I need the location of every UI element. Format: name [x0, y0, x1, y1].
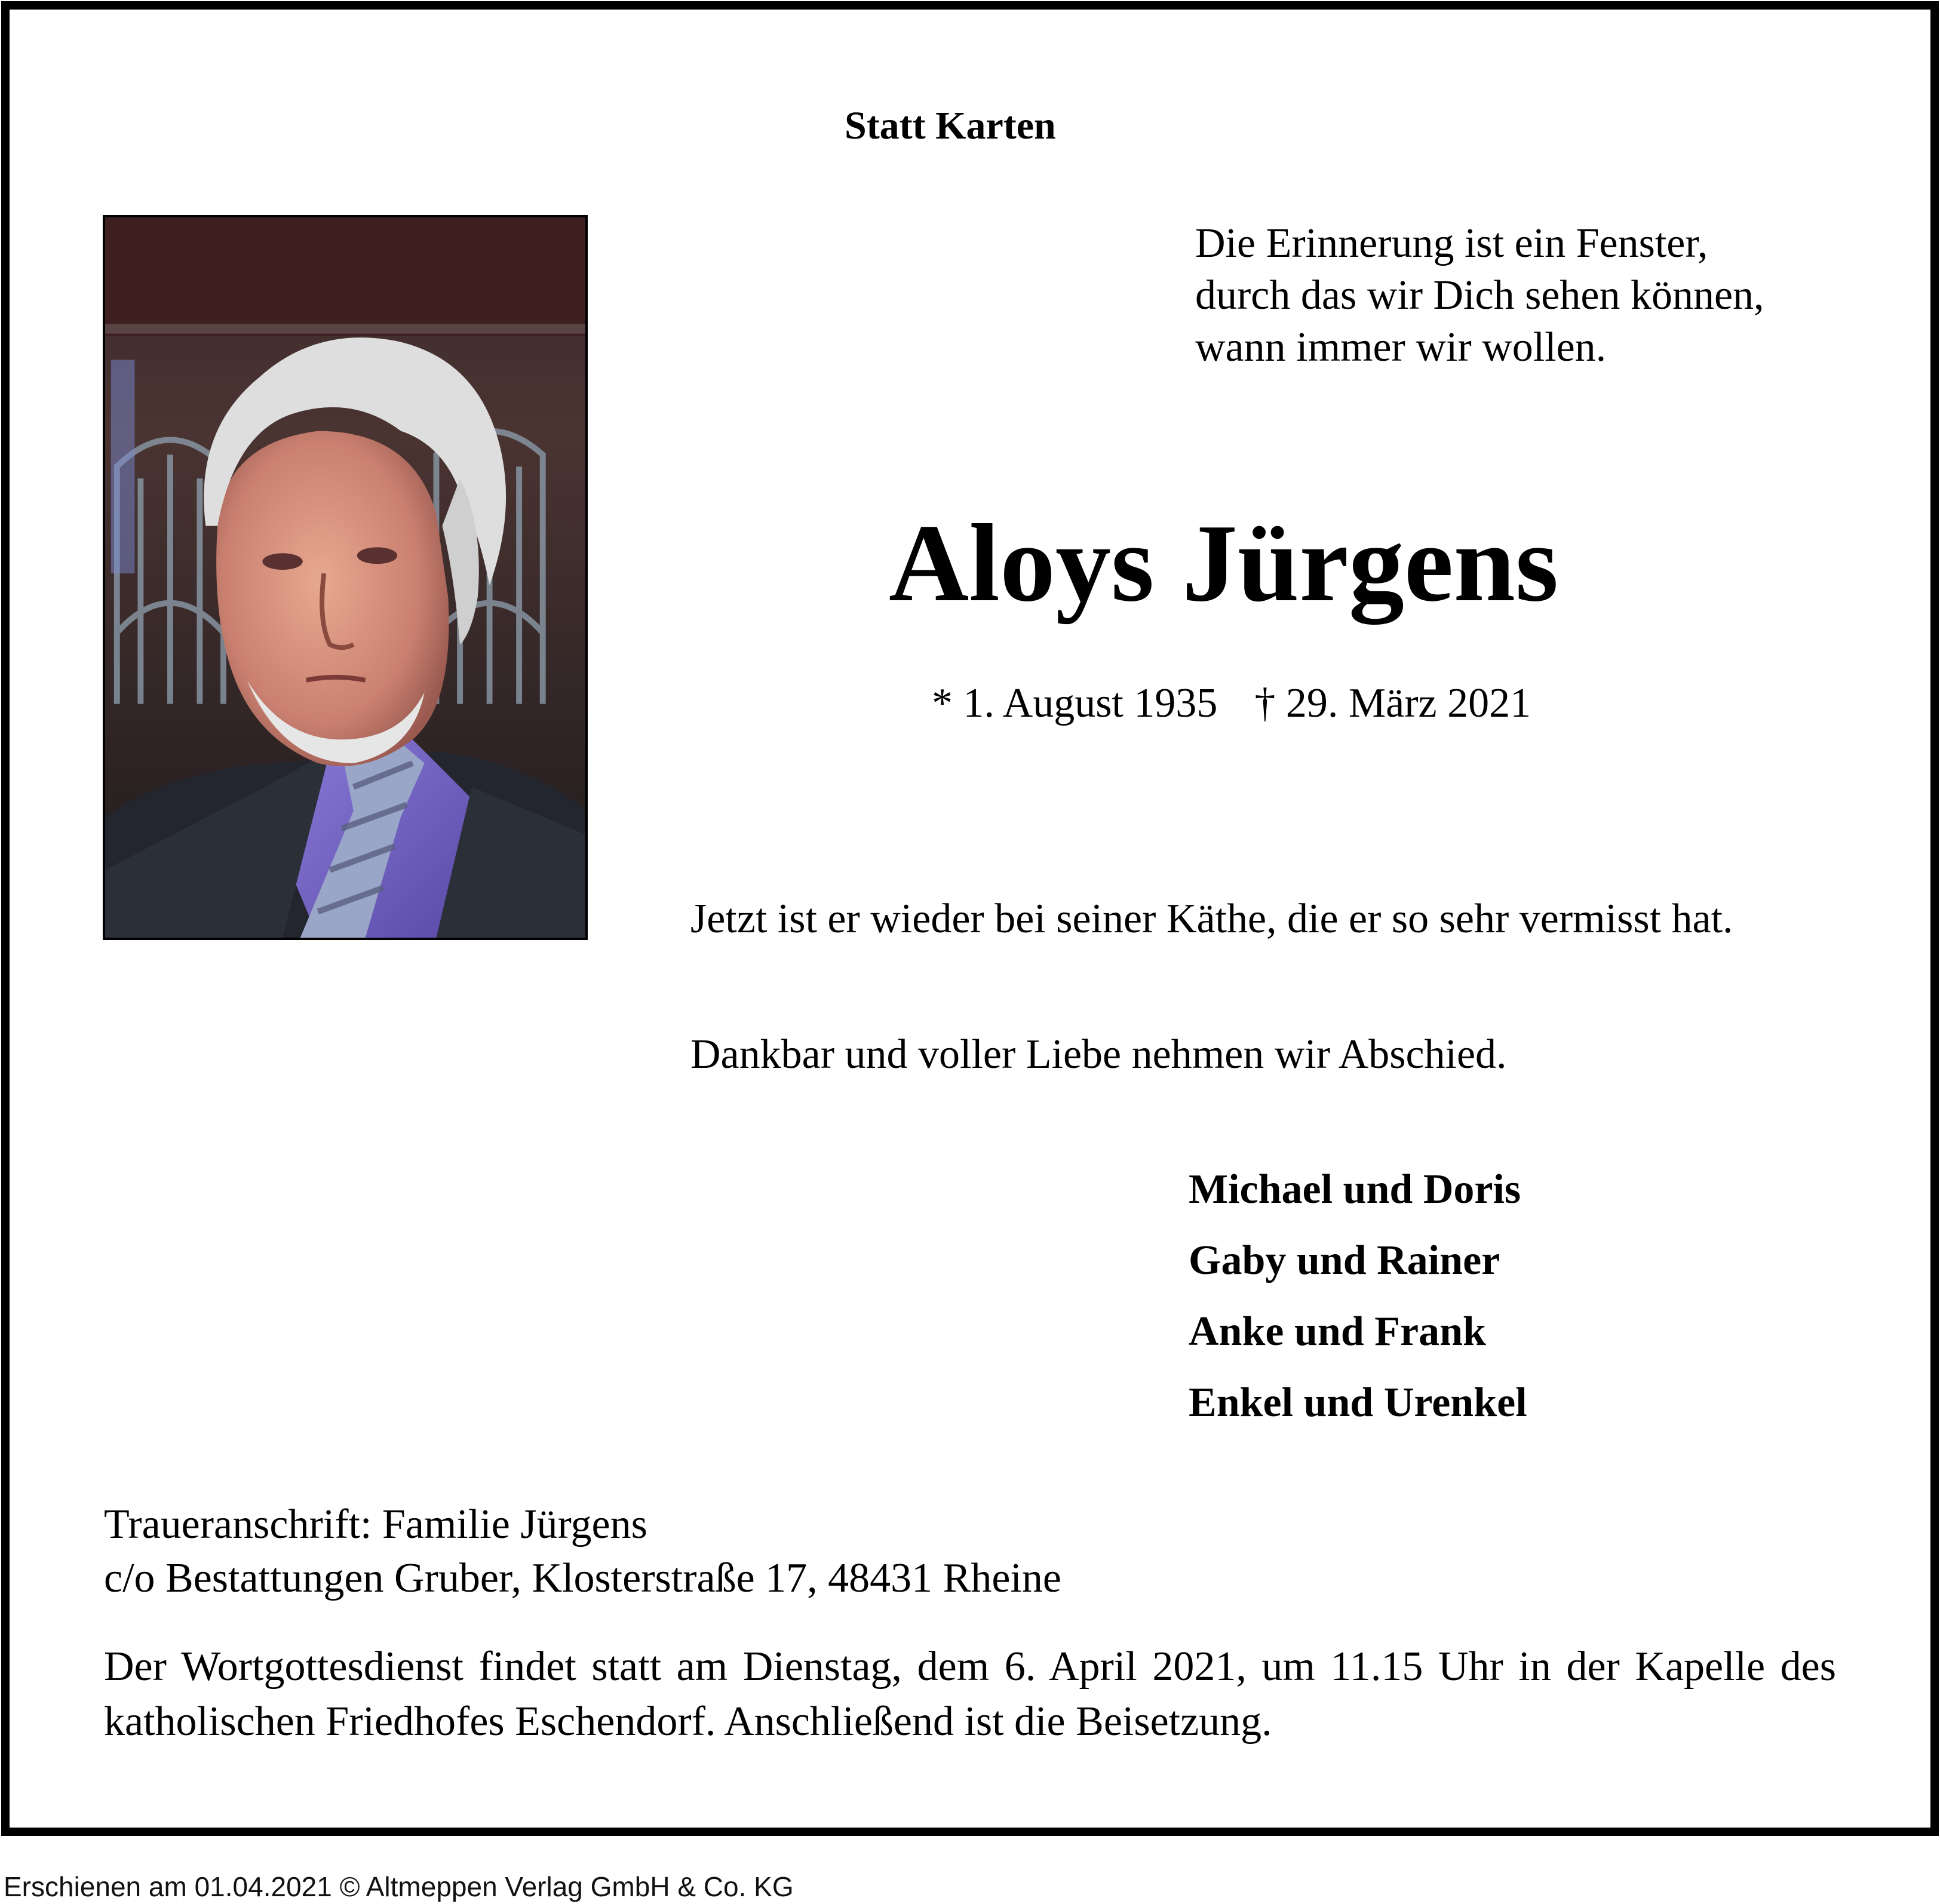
mourner-entry: Gaby und Rainer	[1189, 1237, 1500, 1283]
quote-line: durch das wir Dich sehen können,	[1195, 272, 1764, 318]
death-date: † 29. März 2021	[1254, 680, 1531, 726]
message-farewell: Dankbar und voller Liebe nehmen wir Abschied.	[690, 1031, 1507, 1077]
publication-footer: Erschienen am 01.04.2021 © Altmeppen Verlag GmbH & Co. KG	[4, 1871, 794, 1902]
message-reunion: Jetzt ist er wieder bei seiner Käthe, die er so sehr vermisst hat.	[690, 896, 1733, 942]
mourning-address	[104, 1498, 1061, 1605]
mourner-entry: Anke und Frank	[1189, 1309, 1486, 1355]
notice-header: Statt Karten	[845, 104, 1056, 148]
address-line: Traueranschrift: Familie Jürgens	[104, 1501, 647, 1547]
quote-line: wann immer wir wollen.	[1195, 324, 1607, 370]
mourners-list	[1189, 1154, 1527, 1438]
mourner-entry: Michael und Doris	[1189, 1166, 1521, 1212]
life-dates	[932, 680, 1531, 726]
portrait-photo	[103, 215, 588, 940]
mourner-entry: Enkel und Urenkel	[1189, 1380, 1527, 1426]
deceased-name: Aloys Jürgens	[889, 502, 1559, 625]
memorial-quote	[1195, 217, 1764, 373]
address-line: c/o Bestattungen Gruber, Klosterstraße 17, 48431 Rheine	[104, 1555, 1061, 1601]
portrait-illustration	[105, 217, 585, 938]
birth-date: * 1. August 1935	[932, 680, 1218, 726]
quote-line: Die Erinnerung ist ein Fenster,	[1195, 220, 1708, 266]
service-info: Der Wortgottesdienst findet statt am Dienstag, dem 6. April 2021, um 11.15 Uhr in der Kapelle des katholischen Friedhofes Eschendorf. Anschließend ist die Beisetzung.	[104, 1644, 1836, 1745]
